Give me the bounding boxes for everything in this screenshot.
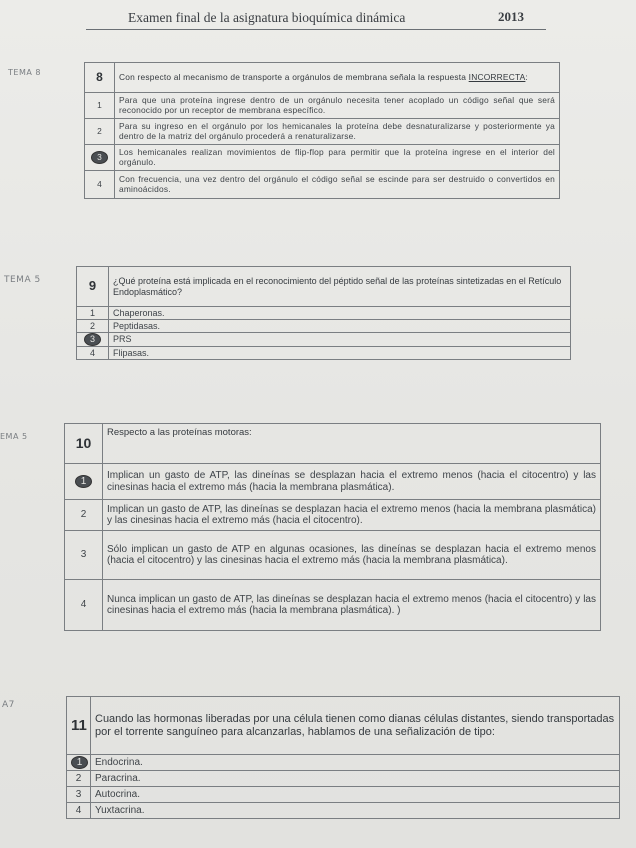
option-number: 2 xyxy=(67,771,91,787)
option-text: Los hemicanales realizan movimientos de flip-flop para permitir que la proteína ingrese en el interior del orgánulo. xyxy=(115,145,560,171)
question-10-table xyxy=(64,423,601,631)
question-stem: Con respecto al mecanismo de transporte a orgánulos de membrana señala la respuesta INCORRECTA: xyxy=(115,63,560,93)
option-number: 4 xyxy=(77,347,109,360)
option-number: 4 xyxy=(85,171,115,199)
option-number: 1 xyxy=(85,93,115,119)
question-11-table xyxy=(66,696,620,819)
option-text: Flipasas. xyxy=(109,347,571,360)
option-number: 1 xyxy=(77,307,109,320)
option-number: 2 xyxy=(65,500,103,531)
option-text: Implican un gasto de ATP, las dineínas se desplazan hacia el extremo menos (hacia la membrana plasmática) y las cinesinas hacia el extremo más (hacia el citocentro). xyxy=(103,500,601,531)
option-number: 3 xyxy=(65,531,103,580)
question-stem: Respecto a las proteínas motoras: xyxy=(103,424,601,464)
question-number: 11 xyxy=(67,697,91,755)
option-text: Paracrina. xyxy=(91,771,620,787)
handwritten-note-q8: TEMA 8 xyxy=(8,68,41,77)
question-number: 8 xyxy=(85,63,115,93)
option-text: Chaperonas. xyxy=(109,307,571,320)
question-9-table xyxy=(76,266,571,360)
option-number: 4 xyxy=(65,580,103,631)
exam-title: Examen final de la asignatura bioquímica dinámica xyxy=(128,10,406,25)
exam-year: 2013 xyxy=(498,9,524,24)
option-text: Para que una proteína ingrese dentro de un orgánulo necesita tener acoplado un código señal que será reconocido por un receptor de membrana específico. xyxy=(115,93,560,119)
option-text: Para su ingreso en el orgánulo por los hemicanales la proteína debe desnaturalizarse y posteriormente ya dentro de la matriz del orgánulo procederá a renaturalizarse. xyxy=(115,119,560,145)
option-text: Peptidasas. xyxy=(109,320,571,333)
question-stem: Cuando las hormonas liberadas por una célula tienen como dianas células distantes, siendo transportadas por el torrente sanguíneo para alcanzarlas, hablamos de una señalización de tipo: xyxy=(91,697,620,755)
option-number: 4 xyxy=(67,803,91,819)
option-text: Endocrina. xyxy=(91,755,620,771)
answer-circle: 3 xyxy=(84,333,101,346)
handwritten-note-q9: TEMA 5 xyxy=(4,275,41,285)
handwritten-note-q11: A7 xyxy=(2,700,15,710)
option-number: 2 xyxy=(85,119,115,145)
option-text: Nunca implican un gasto de ATP, las dineínas se desplazan hacia el extremo menos (hacia el citocentro) y las cinesinas hacia el extremo más (hacia la membrana plasmática). ) xyxy=(103,580,601,631)
header-rule xyxy=(86,29,546,30)
emphasis-underline: INCORRECTA xyxy=(468,71,526,82)
option-text: Sólo implican un gasto de ATP en algunas ocasiones, las dineínas se desplazan hacia el extremo menos (hacia el citocentro) y las cinesinas hacia el extremo más (hacia la membrana plasmática). xyxy=(103,531,601,580)
option-text: Implican un gasto de ATP, las dineínas se desplazan hacia el extremo menos (hacia el citocentro) y las cinesinas hacia el extremo más (hacia la membrana plasmática). xyxy=(103,464,601,500)
option-text: PRS xyxy=(109,333,571,347)
question-number: 9 xyxy=(77,267,109,307)
handwritten-note-q10: EMA 5 xyxy=(0,432,28,441)
question-stem: ¿Qué proteína está implicada en el reconocimiento del péptido señal de las proteínas sintetizadas en el Retículo Endoplasmático? xyxy=(109,267,571,307)
option-text: Yuxtacrina. xyxy=(91,803,620,819)
option-number: 3 xyxy=(67,787,91,803)
option-number-circled xyxy=(67,755,91,771)
option-number-circled xyxy=(77,333,109,347)
question-8-table xyxy=(84,62,560,199)
option-number-circled xyxy=(85,145,115,171)
option-text: Con frecuencia, una vez dentro del orgánulo el código señal se escinde para ser destruido o convertidos en aminoácidos. xyxy=(115,171,560,199)
option-number-circled xyxy=(65,464,103,500)
answer-circle: 1 xyxy=(71,756,88,769)
question-number: 10 xyxy=(65,424,103,464)
answer-circle: 1 xyxy=(75,475,92,488)
option-number: 2 xyxy=(77,320,109,333)
exam-header xyxy=(86,4,546,32)
option-text: Autocrina. xyxy=(91,787,620,803)
answer-circle: 3 xyxy=(91,151,108,164)
